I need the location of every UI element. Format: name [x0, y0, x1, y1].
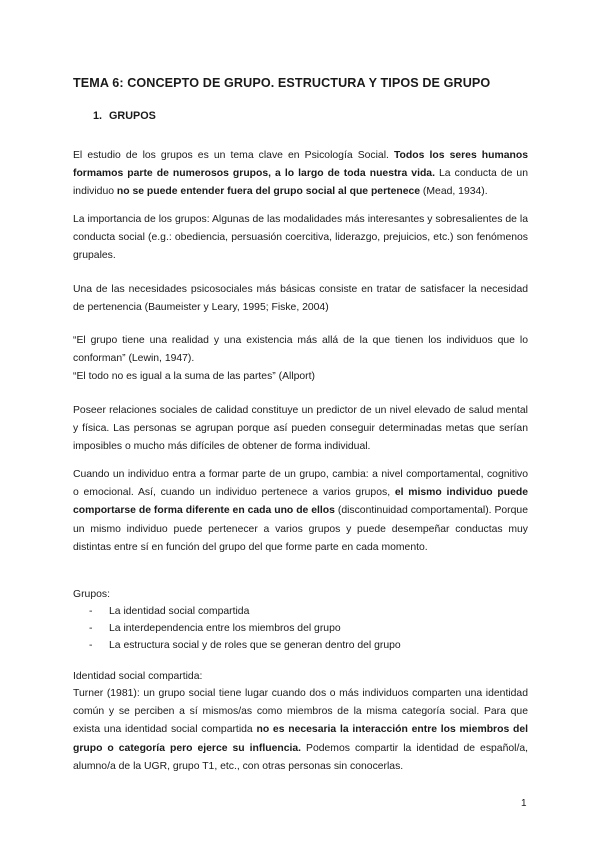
page-title: TEMA 6: CONCEPTO DE GRUPO. ESTRUCTURA Y TIPOS DE GRUPO — [73, 76, 491, 90]
paragraph-importance: La importancia de los grupos: Algunas de las modalidades más interesantes y sobresalientes de la conducta social (e.g.: obediencia, persuasión coercitiva, liderazgo, prejuicios, etc.) son fenómenos grupales. — [73, 214, 528, 262]
paragraph-needs: Una de las necesidades psicosociales más básicas consiste en tratar de satisfacer la necesidad de pertenencia (Baumeister y Leary, 1995; Fiske, 2004) — [73, 284, 528, 314]
grupos-heading: Grupos: — [73, 589, 110, 600]
text-run: (discontinuidad comportamental). Porque un mismo individuo puede pertenecer a varios grupos y puede desempeñar conductas muy distintas entre sí en función del grupo del que forme parte en cada momento. — [73, 505, 528, 553]
paragraph-relations: Poseer relaciones sociales de calidad constituye un predictor de un nivel elevado de salud mental y física. Las personas se agrupan porque así pueden conseguir determinadas metas que serían imposibles o mucho más difíciles de obtener de forma individual. — [73, 405, 528, 453]
bold-run: el mismo individuo puede comportarse de forma diferente en cada uno de ellos — [73, 487, 528, 517]
section-number: 1. — [93, 110, 103, 122]
text-run: (Mead, 1934). — [420, 186, 488, 198]
paragraph-behaviour — [73, 466, 528, 557]
list-item-text: La estructura social y de roles que se generan dentro del grupo — [109, 640, 401, 651]
bold-run: no es necesaria la interacción entre los miembros del grupo o categoría pero ejerce su influencia. — [73, 724, 528, 754]
paragraph-intro — [73, 147, 528, 202]
section-label: GRUPOS — [109, 110, 156, 122]
list-item — [89, 603, 249, 621]
list-item — [89, 620, 341, 638]
quote-lewin: “El grupo tiene una realidad y una existencia más allá de la que tienen los individuos que lo conforman” (Lewin, 1947). — [73, 335, 528, 365]
section-heading — [93, 110, 156, 122]
bold-run: Todos los seres humanos formamos parte de numerosos grupos, a lo largo de toda nuestra vida. — [73, 150, 528, 180]
text-run: La conducta de un individuo — [73, 168, 528, 198]
quote-allport: “El todo no es igual a la suma de las partes” (Allport) — [73, 371, 315, 382]
list-item-text: La identidad social compartida — [109, 606, 250, 617]
dash-marker: - — [89, 606, 93, 617]
dash-marker: - — [89, 640, 93, 651]
dash-marker: - — [89, 623, 93, 634]
text-run: El estudio de los grupos es un tema clave en Psicología Social. — [73, 150, 394, 161]
bold-run: no se puede entender fuera del grupo social al que pertenece — [116, 186, 421, 198]
page-number: 1 — [521, 798, 527, 809]
text-run: Cuando un individuo entra a formar parte de un grupo, cambia: a nivel comportamental, cognitivo o emocional. Así, cuando un individuo pertenece a varios grupos, — [73, 469, 528, 499]
list-item-text: La interdependencia entre los miembros del grupo — [109, 623, 341, 634]
text-run: Podemos compartir la identidad de español/a, alumno/a de la UGR, grupo T1, etc., con otras personas sin conocerlas. — [73, 742, 529, 772]
text-run: Turner (1981): un grupo social tiene lugar cuando dos o más individuos comparten una identidad común y se perciben a sí mismos/as como miembros de la misma categoría social. Para que exista una identidad social compartida — [73, 688, 528, 736]
identidad-heading: Identidad social compartida: — [73, 671, 203, 682]
list-item — [89, 637, 401, 655]
paragraph-turner — [73, 685, 528, 776]
